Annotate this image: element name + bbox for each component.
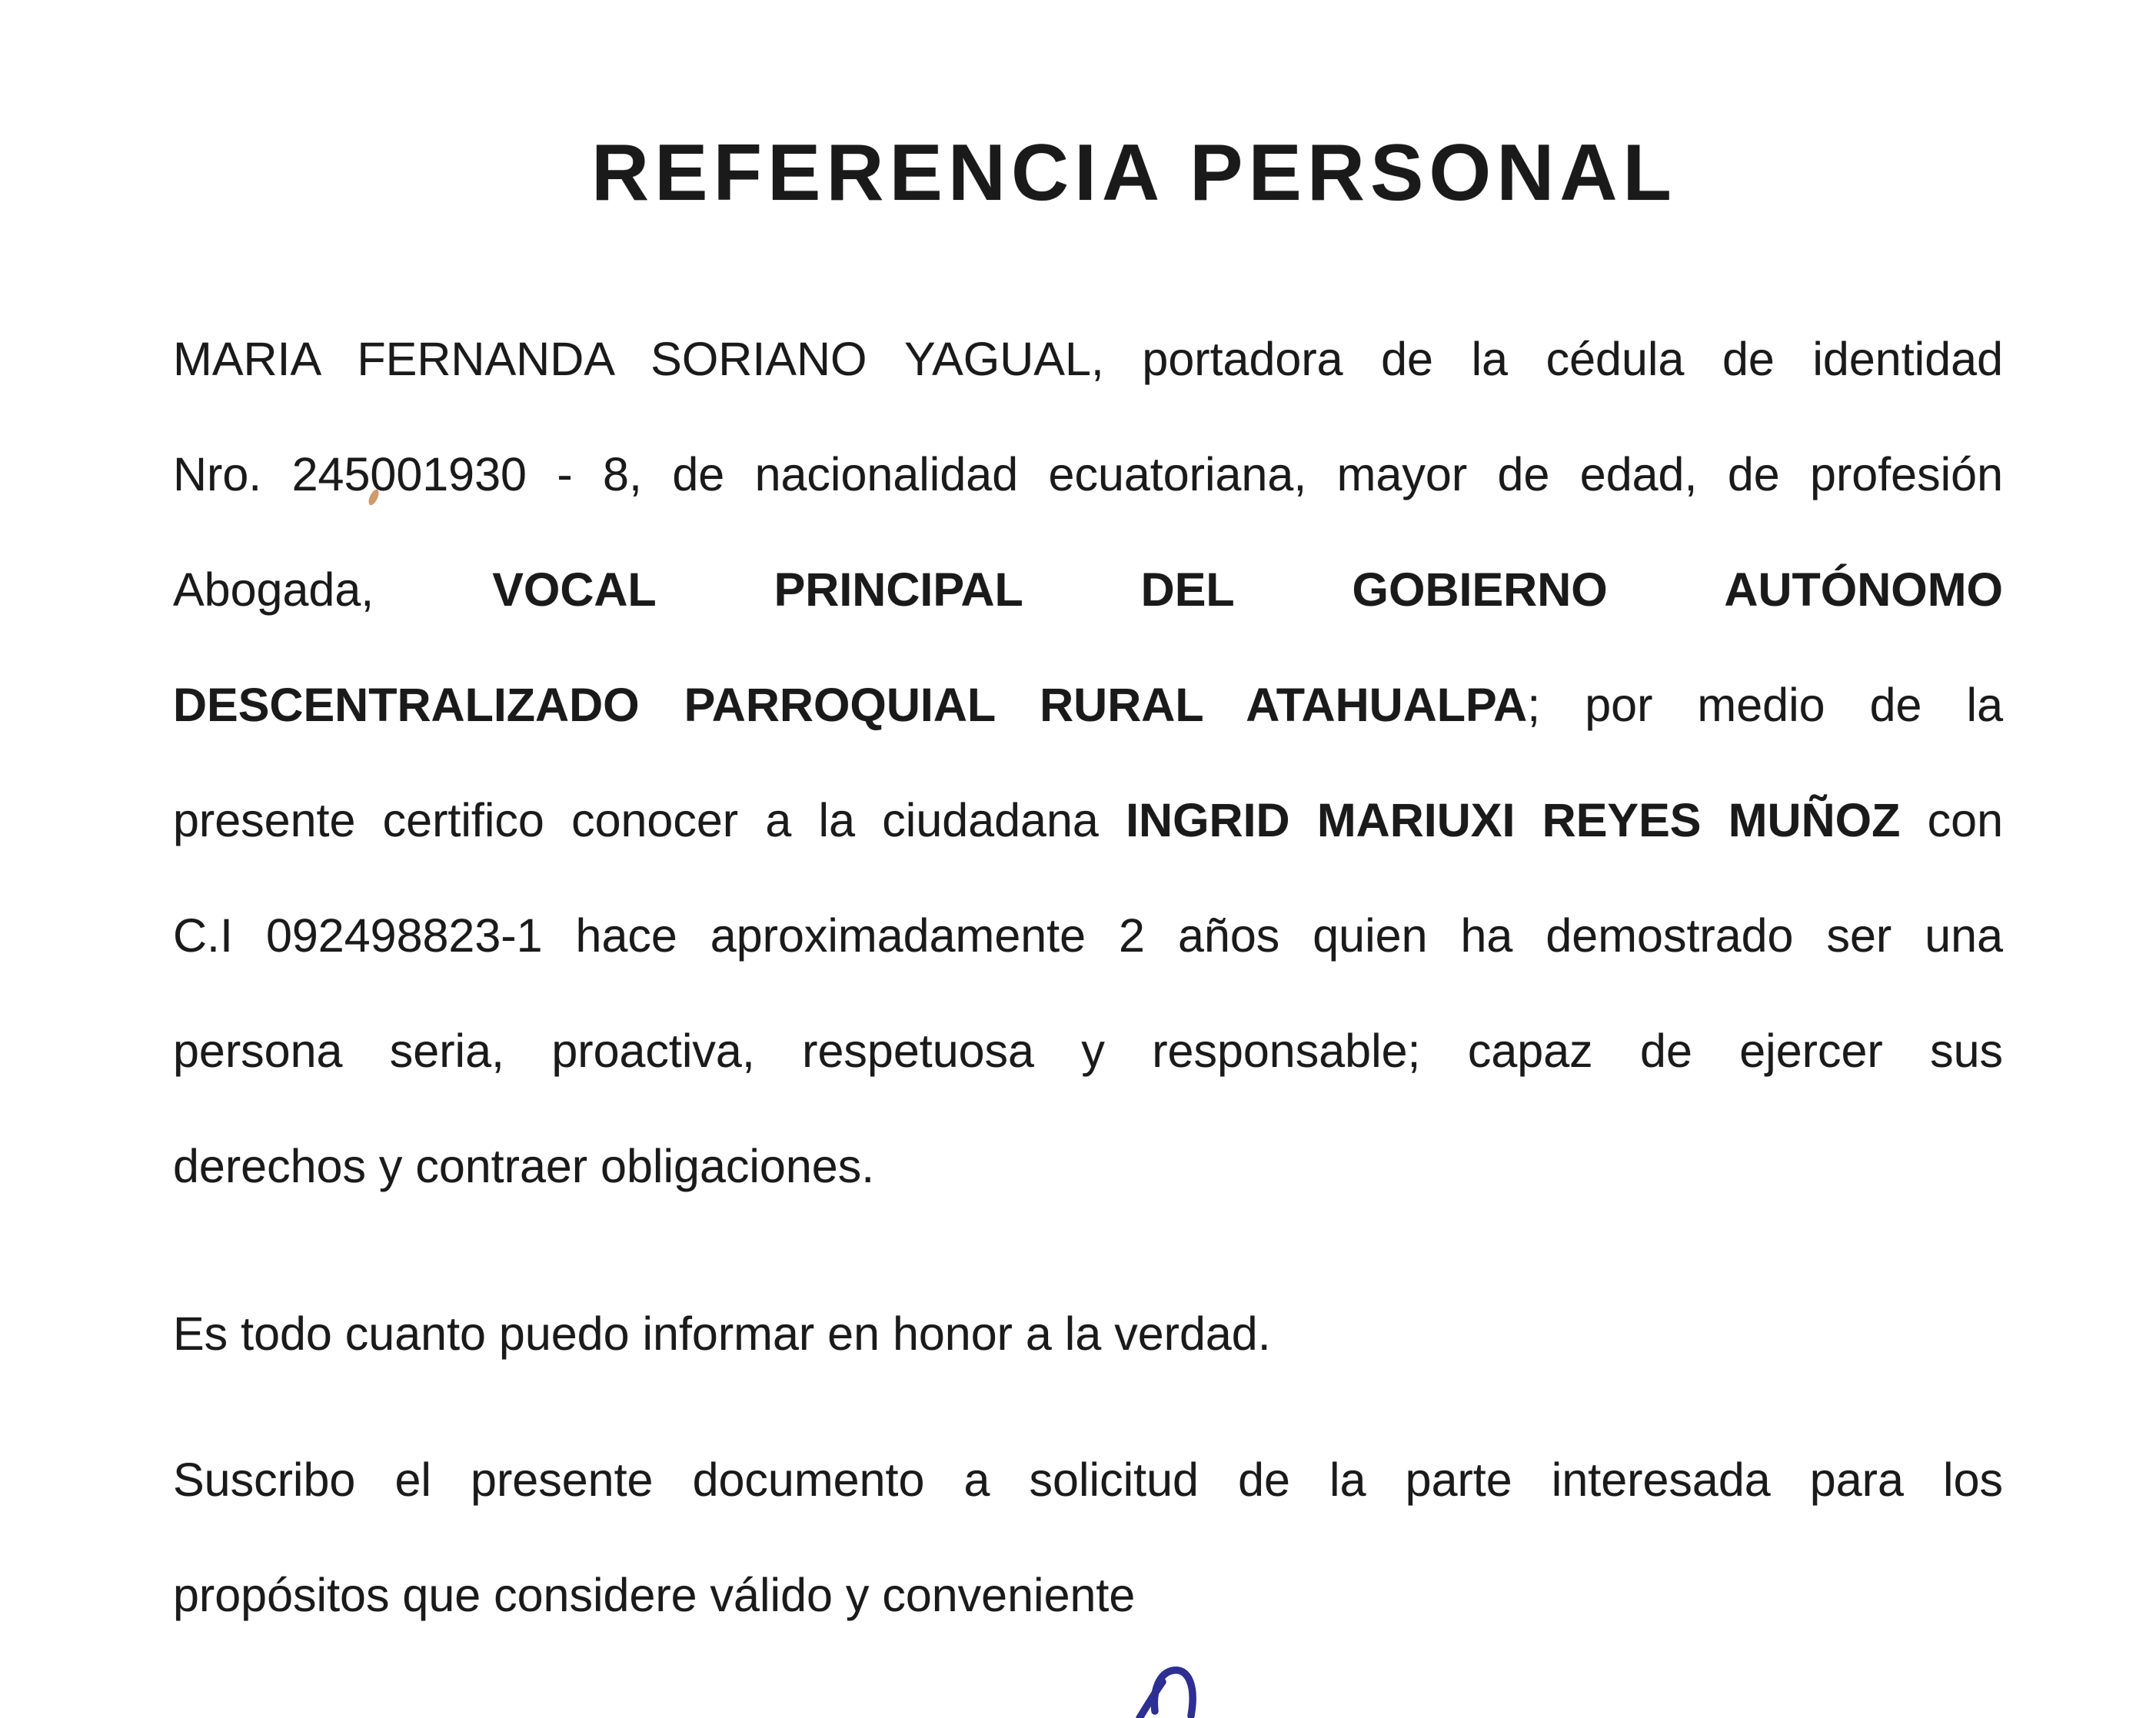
document-title: REFERENCIA PERSONAL [591,128,1677,218]
text-segment: MARIA FERNANDA SORIANO YAGUAL, portadora de la cédula de identidad [173,333,2003,385]
signature-ink [1115,1660,1253,1718]
paragraph-signoff [173,1422,2003,1653]
text-segment: C.I 092498823-1 hace aproximadamente 2 años quien ha demostrado ser una [173,909,2003,962]
text-segment: ; por medio de la [1527,679,2003,731]
document-line [173,647,2003,763]
document-line [173,301,2003,417]
text-segment: propósitos que considere válido y conveniente [173,1569,1136,1621]
document-line [173,878,2003,993]
text-segment: Es todo cuanto puedo informar en honor a la verdad. [173,1308,1271,1360]
document-line [173,532,2003,647]
document-line [173,993,2003,1108]
text-segment: persona seria, proactiva, respetuosa y responsable; capaz de ejercer sus [173,1025,2003,1077]
text-segment: Abogada, [173,563,493,616]
text-segment-bold: DESCENTRALIZADO PARROQUIAL RURAL ATAHUALPA [173,679,1528,731]
document-line [173,1537,2003,1653]
document-line [173,1276,2003,1391]
paragraph-intro [173,301,2003,1224]
document-line [173,763,2003,878]
text-segment: con [1900,794,2003,846]
document-line [173,1108,2003,1224]
paragraph-closing [173,1276,2003,1391]
text-segment: derechos y contraer obligaciones. [173,1140,875,1192]
text-segment: Nro. 245001930 - 8, de nacionalidad ecuatoriana, mayor de edad, de profesión [173,448,2003,500]
text-segment: presente certifico conocer a la ciudadana [173,794,1126,846]
text-segment-bold: VOCAL PRINCIPAL DEL GOBIERNO AUTÓNOMO [492,563,2003,616]
text-segment-bold: INGRID MARIUXI REYES MUÑOZ [1126,794,1901,846]
document-line [173,417,2003,532]
document-line [173,1422,2003,1537]
text-segment: Suscribo el presente documento a solicitud de la parte interesada para los [173,1454,2003,1506]
